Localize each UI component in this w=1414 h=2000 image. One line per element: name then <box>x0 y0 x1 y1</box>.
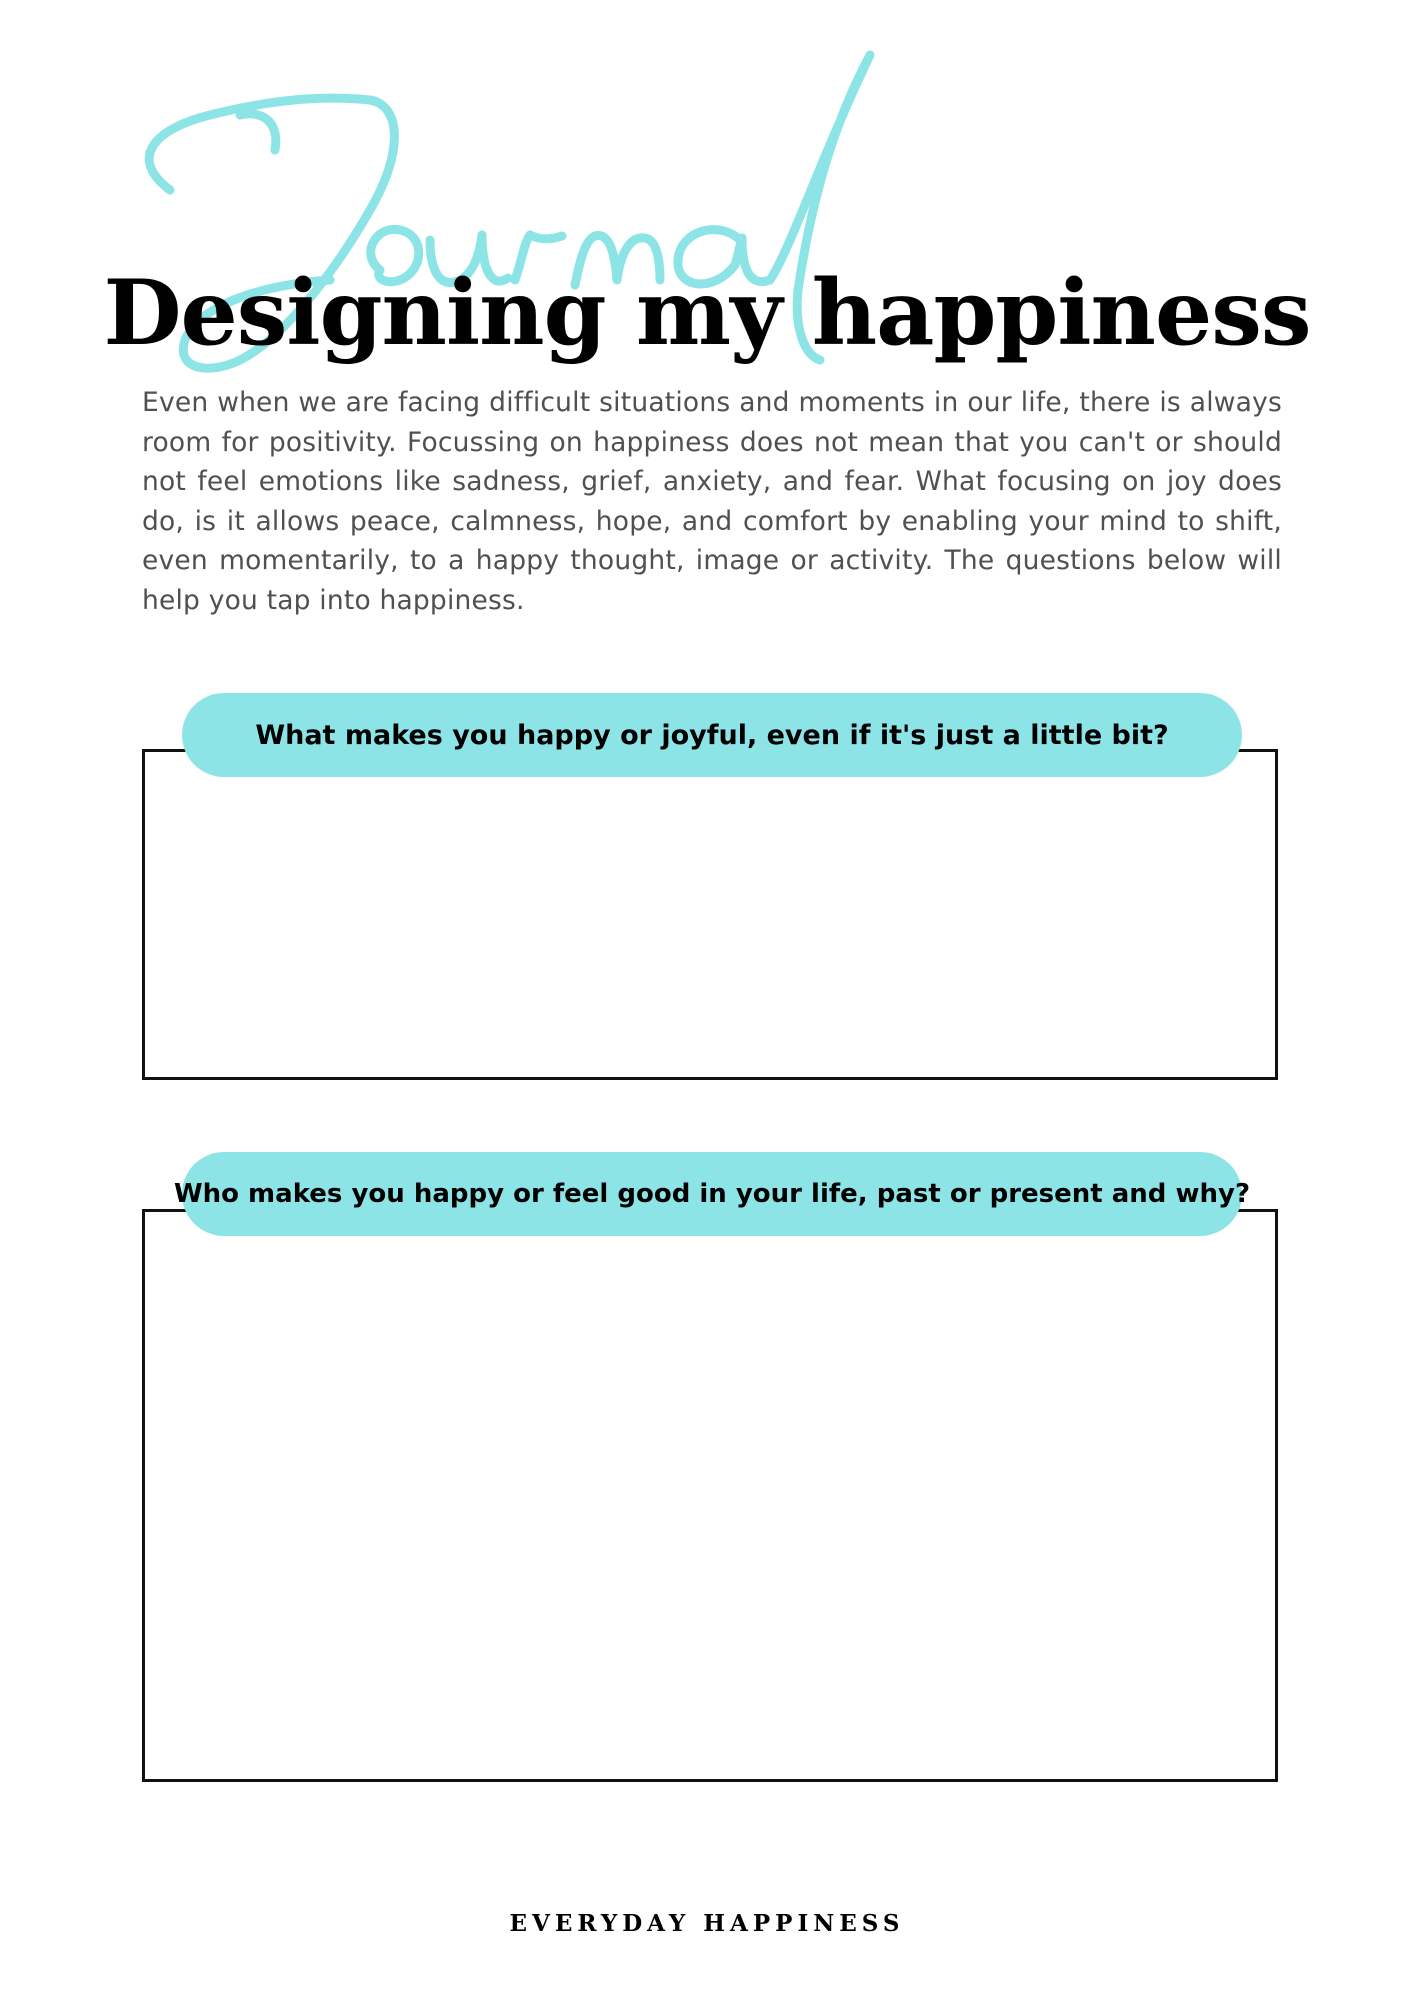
answer-box-1[interactable] <box>142 749 1278 1080</box>
page-title: Designing my happiness <box>103 260 1311 366</box>
question-text-2: Who makes you happy or feel good in your life, past or present and why? <box>173 1179 1251 1209</box>
footer-brand: EVERYDAY HAPPINESS <box>509 1910 905 1937</box>
question-text-1: What makes you happy or joyful, even if it's just a little bit? <box>255 719 1169 751</box>
question-label-2 <box>173 1152 1251 1236</box>
question-label-1 <box>182 693 1242 777</box>
intro-paragraph: Even when we are facing difficult situations and moments in our life, there is always room for positivity. Focussing on happiness does not mean that you can't or should not feel emotions like sadness, grief, anxiety, and fear. What focusing on joy does do, is it allows peace, calmness, hope, and comfort by enabling your mind to shift, even momentarily, to a happy thought, image or activity. The questions below will help you tap into happiness. <box>142 387 1282 616</box>
answer-box-2[interactable] <box>142 1209 1278 1782</box>
